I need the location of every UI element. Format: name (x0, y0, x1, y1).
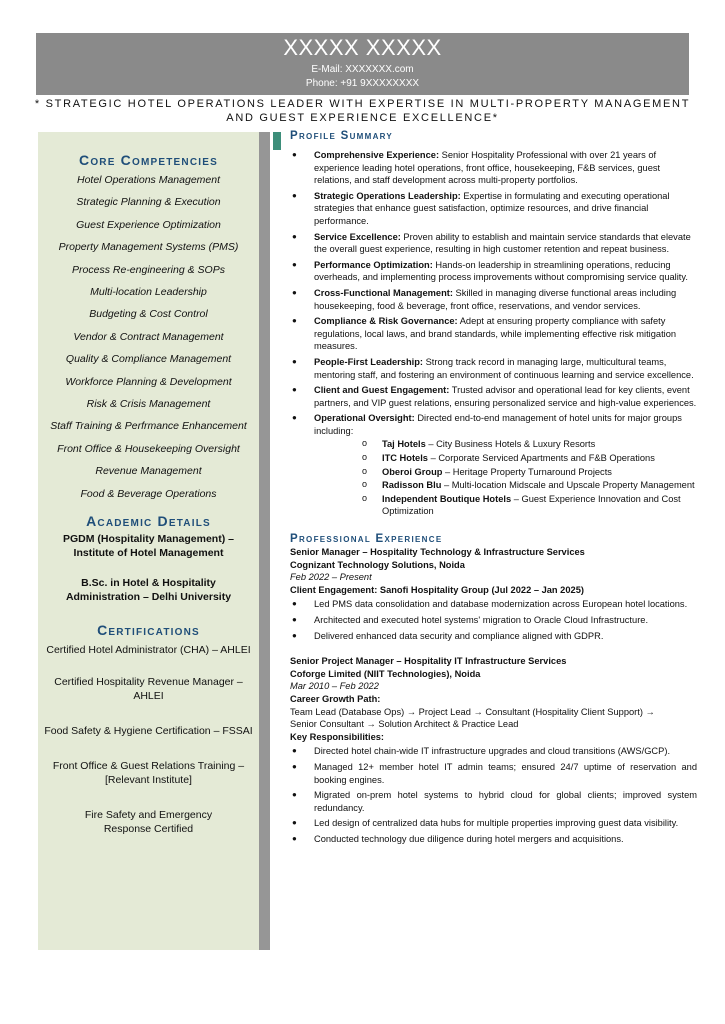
profile-item-label: People-First Leadership: (314, 356, 424, 367)
email-line: E-Mail: XXXXXXX.com (311, 64, 414, 75)
job-dates: Feb 2022 – Present (290, 572, 372, 583)
profile-item-label: Performance Optimization: (314, 259, 433, 270)
academic-item: PGDM (Hospitality Management) – Institute of Hotel Management (63, 533, 234, 560)
certification-item: Front Office & Guest Relations Training – [Relevant Institute] (52, 760, 245, 787)
competency-item: Food & Beverage Operations (80, 487, 217, 500)
competency-item: Workforce Planning & Development (65, 375, 232, 388)
competency-item: Guest Experience Optimization (76, 218, 221, 231)
competency-item: Process Re-engineering & SOPs (72, 263, 225, 276)
competency-item: Vendor & Contract Management (73, 330, 224, 343)
hotel-group-desc: – Guest Experience Innovation and Cost Optimization (382, 493, 681, 517)
responsibilities-label: Key Responsibilities: (290, 731, 385, 742)
profile-item-text: Skilled in managing diverse functional areas including housekeeping, food & beverage, front office, reservations, and vendor services. (314, 287, 677, 311)
headline-tagline: * STRATEGIC HOTEL OPERATIONS LEADER WITH EXPERTISE IN MULTI-PROPERTY MANAGEMENT AND GUEST EXPERIENCE EXCELLENCE* (34, 98, 691, 124)
job2-bullets (290, 745, 697, 845)
academic-item: B.Sc. in Hotel & Hospitality Administration – Delhi University (65, 577, 232, 604)
certification-item: Fire Safety and Emergency Response Certified (84, 809, 213, 836)
competency-item: Revenue Management (95, 465, 202, 478)
profile-item (290, 287, 697, 312)
profile-item-label: Service Excellence: (314, 231, 401, 242)
resume-header (36, 33, 689, 95)
job-company: Cognizant Technology Solutions, Noida (290, 559, 465, 570)
competency-item: Multi-location Leadership (90, 286, 207, 299)
job-bullet: ● Architected and executed hotel systems' migration to Oracle Cloud Infrastructure. (290, 614, 697, 627)
hotel-group-item (314, 438, 697, 451)
profile-item-text: Hands-on leadership in streamlining operations, reducing overheads, and implementing process improvements without compromising service quality. (314, 259, 688, 283)
profile-item (290, 384, 697, 409)
certification-item: Certified Hospitality Revenue Manager – AHLEI (54, 676, 243, 703)
hotel-groups-list (314, 438, 697, 518)
main-column (290, 129, 697, 849)
competency-item: Property Management Systems (PMS) (58, 241, 239, 254)
hotel-group-desc: – Heritage Property Turnaround Projects (442, 466, 612, 477)
accent-marker (273, 132, 281, 150)
competency-item: Hotel Operations Management (77, 174, 220, 186)
hotel-group-name: Radisson Blu (382, 480, 442, 491)
profile-item-label: Operational Oversight: (314, 413, 415, 424)
job-bullet: ● Conducted technology due diligence during hotel mergers and acquisitions. (290, 833, 697, 846)
academic-heading: Academic Details (86, 513, 211, 530)
job-bullet: ● Managed 12+ member hotel IT admin teams; ensured 24/7 uptime of reservation and booking engines. (290, 761, 697, 786)
profile-summary-heading: Profile Summary (290, 130, 394, 142)
profile-item (290, 356, 697, 381)
sidebar (38, 132, 270, 950)
client-engagement: Client Engagement: Sanofi Hospitality Group (Jul 2022 – Jan 2025) (290, 584, 584, 595)
hotel-group-name: Taj Hotels (382, 439, 426, 450)
competency-item: Quality & Compliance Management (65, 353, 232, 366)
hotel-group-name: Oberoi Group (382, 466, 443, 477)
job1-bullets (290, 598, 697, 642)
hotel-group-item (314, 479, 697, 492)
job-bullet: ● Led design of centralized data hubs for multiple properties improving guest data visibility. (290, 817, 697, 830)
certifications-heading: Certifications (97, 622, 200, 639)
job-title: Senior Project Manager – Hospitality IT Infrastructure Services (290, 656, 567, 667)
profile-item-label: Comprehensive Experience: (314, 150, 440, 160)
profile-item-text: Strong track record in managing large, multicultural teams, mentoring staff, and fostering an environment of continuous learning and service excellence. (314, 356, 694, 380)
profile-item-text: Directed end-to-end management of hotel units for major groups including: (314, 413, 682, 436)
profile-item (290, 149, 697, 187)
competency-item: Risk & Crisis Management (86, 398, 211, 411)
job-bullet: ● Directed hotel chain-wide IT infrastructure upgrades and cloud transitions (AWS/GCP). (290, 745, 697, 758)
profile-item-label: Strategic Operations Leadership: (314, 190, 461, 201)
profile-item-text: Adept at ensuring property compliance with safety regulations, local laws, and brand standards, while implementing effective risk mitigation measures. (314, 316, 677, 352)
profile-item-label: Client and Guest Engagement: (314, 385, 450, 396)
career-growth-path: Team Lead (Database Ops) → Project Lead → Consultant (Hospitality Client Support) → (290, 706, 655, 717)
phone-line: Phone: +91 9XXXXXXXX (305, 78, 420, 89)
profile-item-text: Proven ability to establish and maintain service standards that elevate the overall guest experience, resulting in high customer retention and repeat business. (314, 231, 691, 255)
profile-item-text: Expertise in formulating and executing operational strategies that enhance guest satisfaction, optimize resources, and drive financial performance. (314, 190, 670, 226)
job-dates: Mar 2010 – Feb 2022 (290, 681, 379, 692)
certification-item: Certified Hotel Administrator (CHA) – AHLEI (46, 644, 251, 657)
career-growth-label: Career Growth Path: (290, 693, 381, 704)
hotel-group-desc: – Multi-location Midscale and Upscale Property Management (441, 480, 695, 491)
competency-item: Budgeting & Cost Control (89, 308, 208, 321)
hotel-group-desc: – City Business Hotels & Luxury Resorts (425, 439, 596, 450)
career-growth-path: Senior Consultant → Solution Architect & Practice Lead (290, 719, 519, 730)
hotel-group-item (314, 493, 697, 518)
profile-item-label: Cross-Functional Management: (314, 287, 453, 298)
profile-item (290, 259, 697, 284)
competency-item: Staff Training & Perfrmance Enhancement (50, 420, 247, 433)
profile-item (290, 412, 697, 518)
profile-item (290, 315, 697, 353)
hotel-group-name: ITC Hotels (382, 453, 428, 464)
hotel-group-item (314, 452, 697, 465)
competency-item: Front Office & Housekeeping Oversight (57, 442, 240, 455)
hotel-group-desc: – Corporate Serviced Apartments and F&B Operations (427, 453, 655, 464)
competencies-heading: Core Competencies (79, 152, 218, 168)
job-bullet: ● Led PMS data consolidation and database modernization across European hotel locations. (290, 598, 697, 611)
hotel-group-name: Independent Boutique Hotels (382, 493, 512, 504)
job-company: Coforge Limited (NIIT Technologies), Noida (290, 668, 481, 679)
job-title: Senior Manager – Hospitality Technology & Infrastructure Services (290, 547, 585, 558)
profile-item (290, 231, 697, 256)
profile-item-text: Senior Hospitality Professional with over 21 years of experience leading hotel operations, front office, housekeeping, F&B services, guest relations, and staff development across multi-property portfolios. (314, 150, 661, 186)
competencies-list (38, 169, 259, 505)
certification-item: Food Safety & Hygiene Certification – FSSAI (44, 725, 253, 738)
job-bullet: ● Delivered enhanced data security and compliance aligned with GDPR. (290, 630, 697, 643)
profile-item-text: Trusted advisor and operational lead for key clients, event partners, and VIP guest relations, ensuring personalized service and high-value experiences. (314, 385, 697, 408)
profile-list (290, 149, 697, 518)
candidate-name: XXXXX XXXXX (283, 35, 442, 60)
hotel-group-item (314, 466, 697, 479)
profile-item-label: Compliance & Risk Governance: (314, 316, 458, 327)
competency-item: Strategic Planning & Execution (76, 196, 221, 209)
professional-experience-heading: Professional Experience (290, 533, 443, 546)
profile-item (290, 190, 697, 228)
job-bullet: ● Migrated on-prem hotel systems to hybrid cloud for global clients; improved system redundancy. (290, 789, 697, 814)
